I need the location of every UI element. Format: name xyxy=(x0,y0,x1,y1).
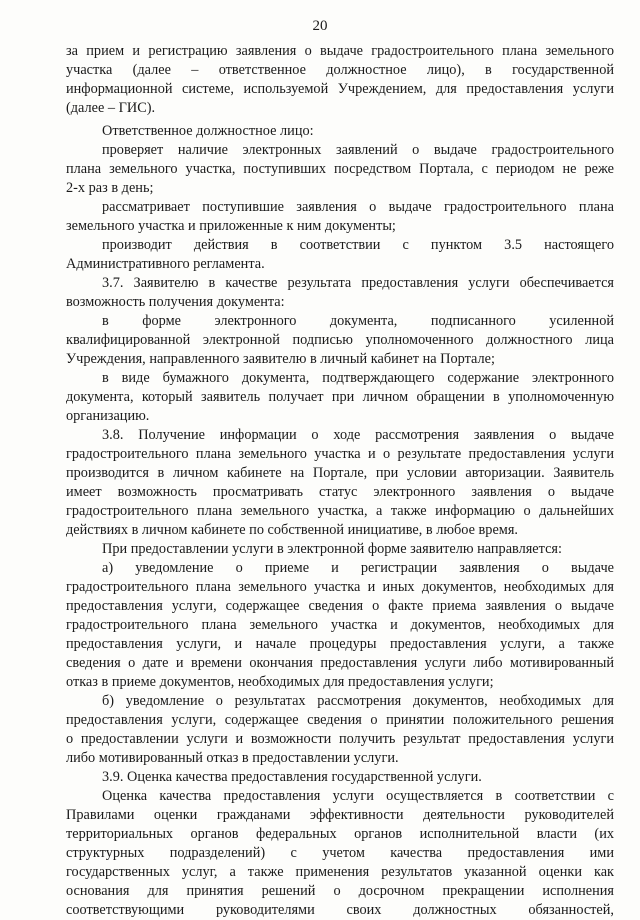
text-line: а) уведомление о приеме и регистрации заявления о выдаче xyxy=(102,560,614,576)
text-line: 3.7. Заявителю в качестве результата предоставления услуги обеспечивается xyxy=(102,275,614,291)
text-line: Ответственное должностное лицо: xyxy=(102,123,314,139)
text-line: производит действия в соответствии с пунктом 3.5 настоящего xyxy=(102,237,614,253)
text-line: государственных услуг, а также применения результатов указанной оценки как xyxy=(66,864,614,880)
text-line: предоставления услуги, и начале процедуры предоставления услуги, а также xyxy=(66,636,614,652)
text-line: территориальных органов федеральных органов исполнительной власти (их xyxy=(66,826,614,842)
text-line: организацию. xyxy=(66,408,150,424)
text-line: земельного участка и приложенные к ним документы; xyxy=(66,218,396,234)
text-line: Административного регламента. xyxy=(66,256,265,272)
text-line: б) уведомление о результатах рассмотрения документов, необходимых для xyxy=(102,693,614,709)
text-line: Оценка качества предоставления услуги осуществляется в соответствии с xyxy=(102,788,614,804)
text-line: действиях в личном кабинете по собственной инициативе, в любое время. xyxy=(66,522,518,538)
text-line: соответствующими руководителями своих должностных обязанностей, xyxy=(66,902,614,918)
text-line: отказ в приеме документов, необходимых для предоставления услуги; xyxy=(66,674,494,690)
page-number: 20 xyxy=(312,18,328,34)
text-line: рассматривает поступившие заявления о выдаче градостроительного плана xyxy=(102,199,614,215)
text-line: основания для принятия решений о досрочном прекращении исполнения xyxy=(66,883,614,899)
text-line: предоставления услуги, содержащее сведения о принятии положительного решения xyxy=(66,712,614,728)
text-line: производится в личном кабинете на Портале, при условии авторизации. Заявитель xyxy=(66,465,614,481)
text-line: 2-х раз в день; xyxy=(66,180,154,196)
text-line: либо мотивированный отказ в предоставлении услуги. xyxy=(66,750,399,766)
text-line: в форме электронного документа, подписанного усиленной xyxy=(102,313,614,329)
text-line: 3.8. Получение информации о ходе рассмотрения заявления о выдаче xyxy=(102,427,614,443)
text-line: участка (далее – ответственное должностное лицо), в государственной xyxy=(66,62,614,78)
text-line: структурных подразделений) с учетом качества предоставления ими xyxy=(66,845,614,861)
text-line: При предоставлении услуги в электронной форме заявителю направляется: xyxy=(102,541,562,557)
text-line: квалифицированной электронной подписью уполномоченного должностного лица xyxy=(66,332,614,348)
text-line: предоставления услуги, содержащее сведения о факте приема заявления о выдаче xyxy=(66,598,614,614)
text-line: о предоставлении услуги и возможности получить результат предоставления услуги xyxy=(66,731,614,747)
text-line: Правилами оценки гражданами эффективности деятельности руководителей xyxy=(66,807,614,823)
text-line: сведения о дате и времени окончания предоставления услуги либо мотивированный xyxy=(66,655,614,671)
text-line: градостроительного плана земельного участка и о результате предоставления услуги xyxy=(66,446,614,462)
text-line: (далее – ГИС). xyxy=(66,100,156,116)
text-line: в виде бумажного документа, подтверждающего содержание электронного xyxy=(102,370,614,386)
text-line: 3.9. Оценка качества предоставления государственной услуги. xyxy=(102,769,482,785)
text-line: градостроительного плана земельного участка и иных документов, необходимых для xyxy=(66,579,614,595)
text-line: имеет возможность просматривать статус электронного заявления о выдаче xyxy=(66,484,614,500)
text-line: за прием и регистрацию заявления о выдаче градостроительного плана земельного xyxy=(66,43,614,59)
document-body xyxy=(66,42,614,920)
text-line: плана земельного участка, поступивших посредством Портала, с периодом не реже xyxy=(66,161,614,177)
text-line: документа, который заявитель получает при личном обращении в уполномоченную xyxy=(66,389,614,405)
text-line: градостроительного плана земельного участка и документов, необходимых для xyxy=(66,617,614,633)
text-line: возможность получения документа: xyxy=(66,294,285,310)
text-line: проверяет наличие электронных заявлений о выдаче градостроительного xyxy=(102,142,614,158)
text-line: Учреждения, направленного заявителю в личный кабинет на Портале; xyxy=(66,351,495,367)
text-line: градостроительного плана земельного участка, а также информацию о дальнейших xyxy=(66,503,614,519)
text-line: информационной системе, используемой Учреждением, для предоставления услуги xyxy=(66,81,614,97)
